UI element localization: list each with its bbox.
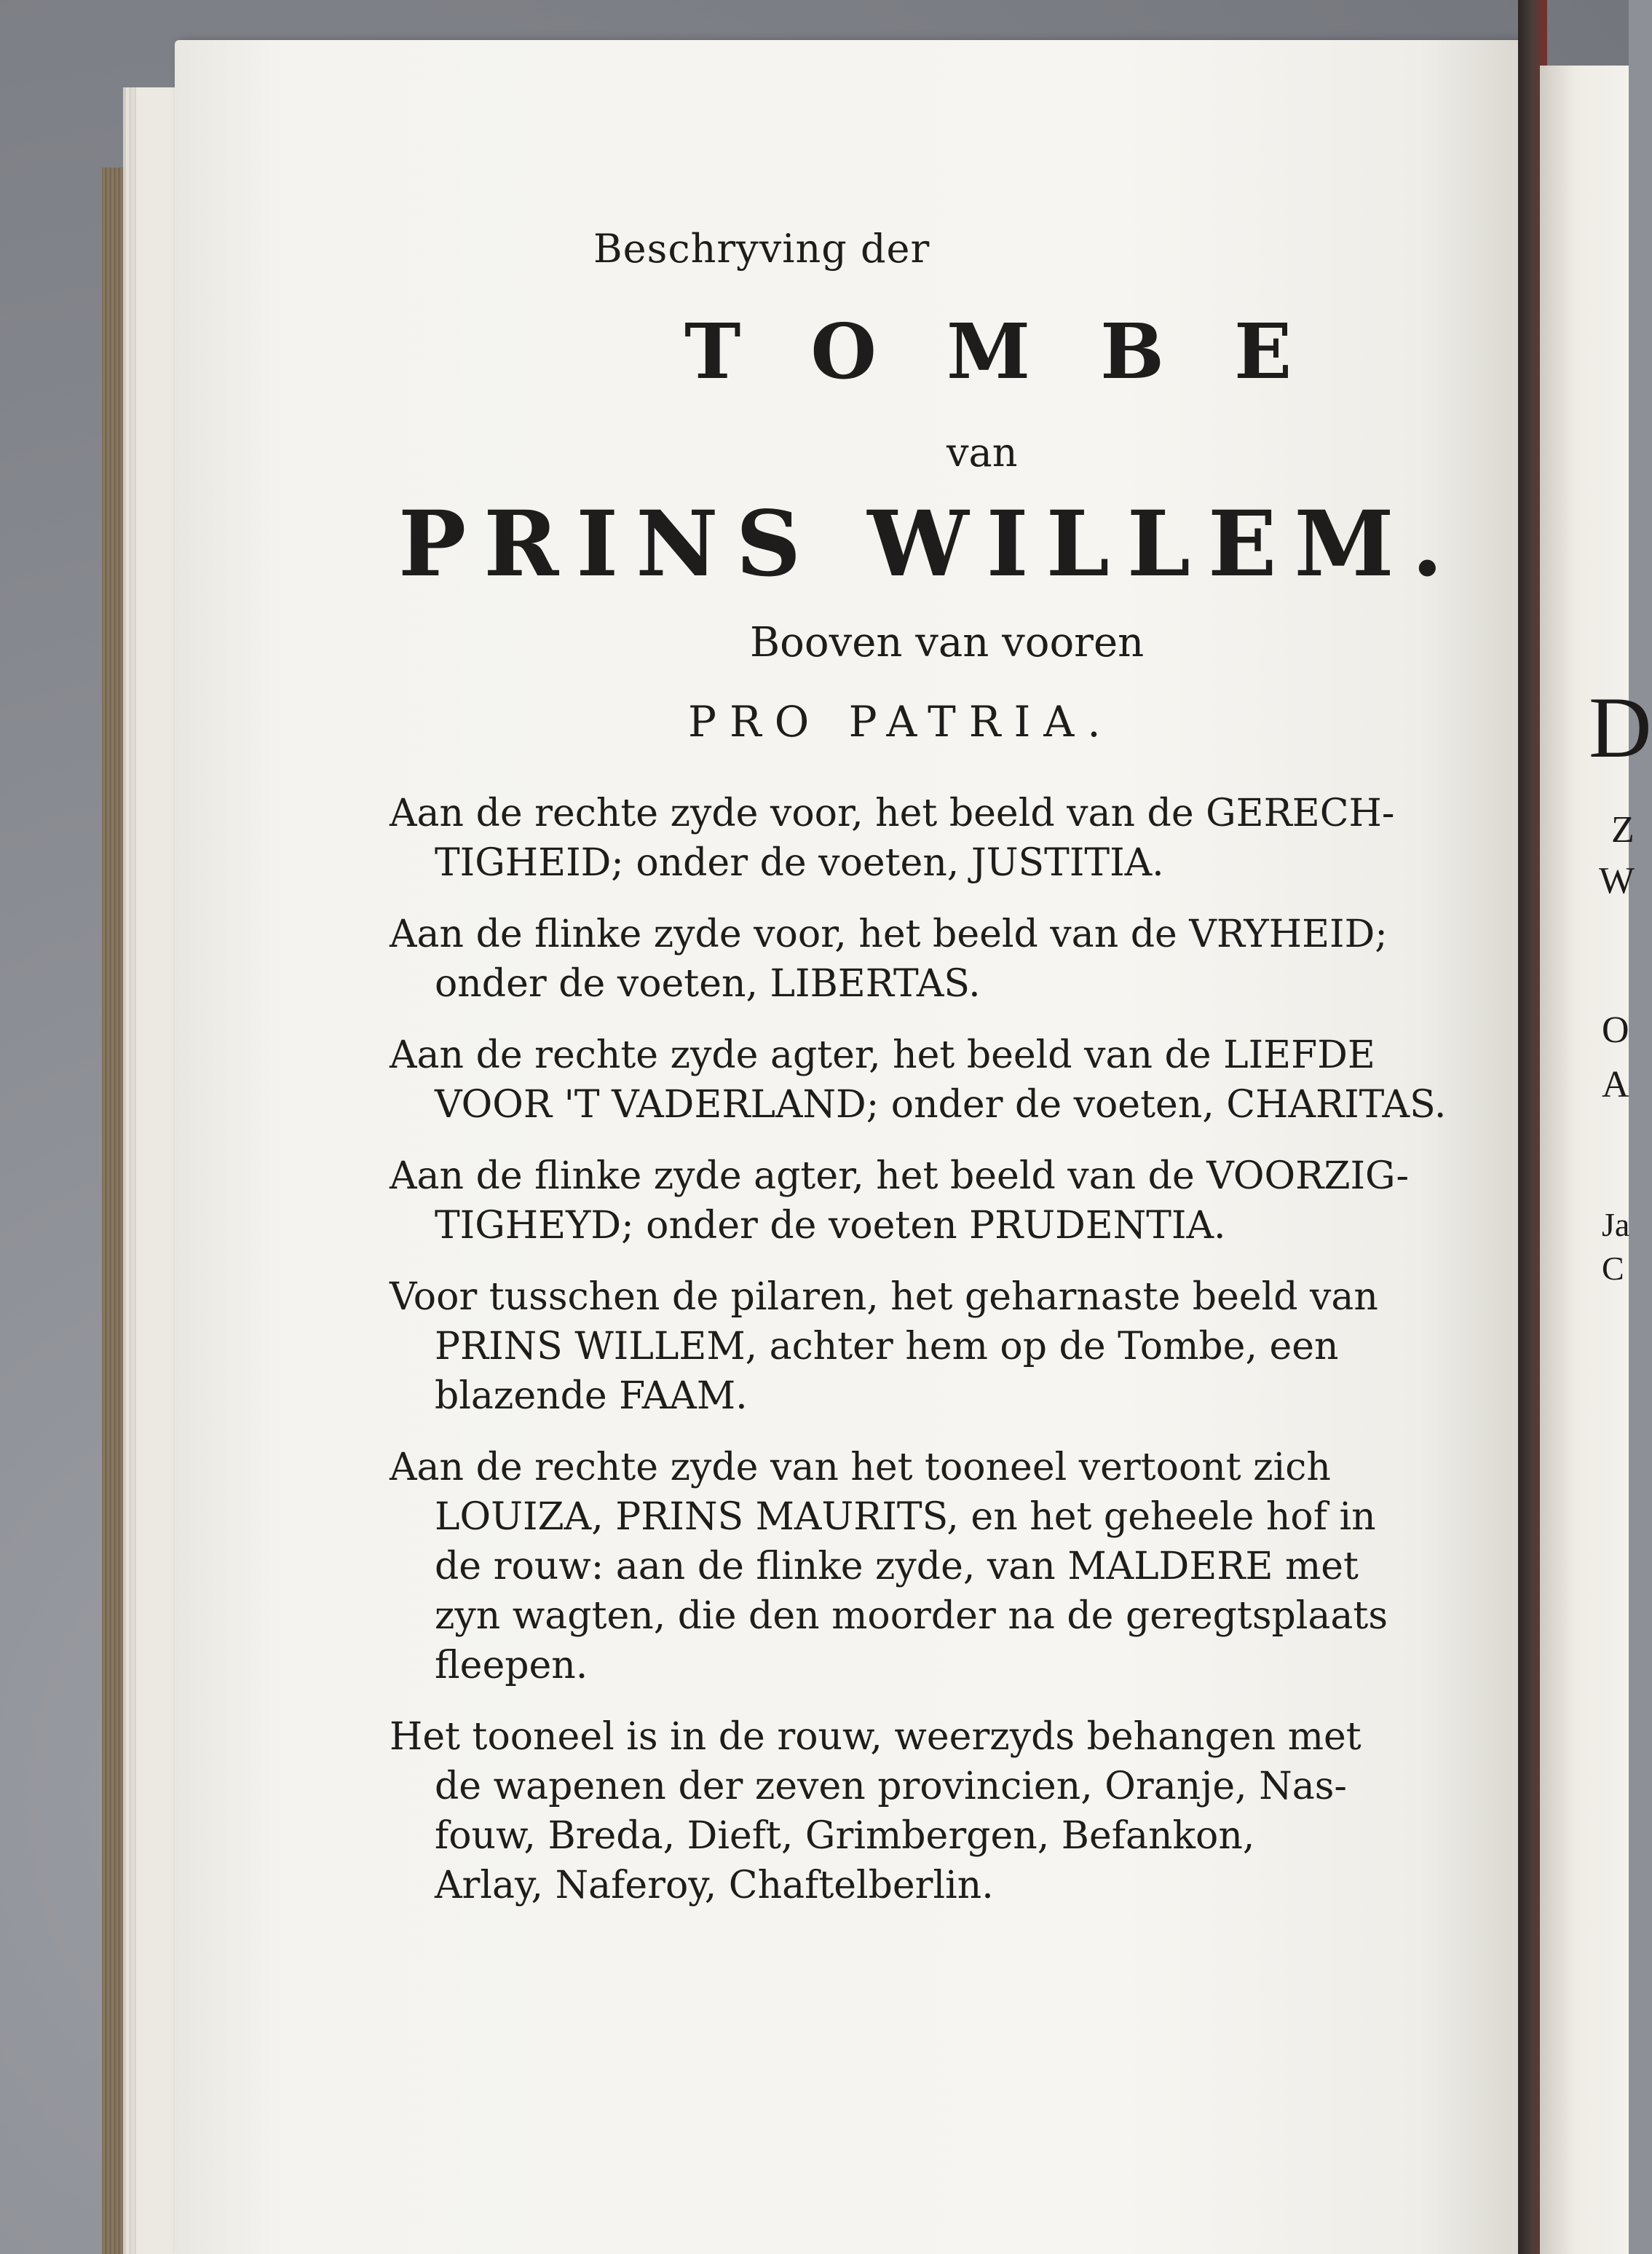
facing-page-fragment: D [1589,679,1652,776]
paragraph-line: fouw, Breda, Dieft, Grimbergen, Befankon, [435,1814,1255,1858]
paragraph [390,1151,1518,1250]
paragraph-line: Aan de flinke zyde voor, het beeld van de VRYHEID; [390,913,1388,956]
title-connector: van [946,430,1018,476]
title-prins-willem: PRINS WILLEM. [398,492,1461,597]
paragraph-line: de rouw: aan de flinke zyde, van MALDERE met [435,1545,1359,1588]
paragraph-line: Aan de flinke zyde agter, het beeld van de VOORZIG- [390,1154,1410,1198]
paragraph [390,1443,1518,1690]
paragraph-line: de wapenen der zeven provincien, Oranje, Nas- [435,1765,1347,1808]
paragraph [390,1031,1518,1130]
paragraph-line: PRINS WILLEM, achter hem op de Tombe, een [435,1325,1339,1368]
facing-page-fragment: Z [1611,809,1635,851]
paragraph-line: TIGHEID; onder de voeten, JUSTITIA. [435,841,1164,885]
paragraph-line: VOOR 'T VADERLAND; onder de voeten, CHARITAS. [435,1083,1447,1127]
paragraph-line: Voor tusschen de pilaren, het geharnaste beeld van [390,1275,1378,1319]
motto: PRO PATRIA. [688,697,1114,746]
paragraph-line: TIGHEYD; onder de voeten PRUDENTIA. [435,1204,1226,1248]
facing-page-fragment: W [1599,860,1635,902]
paragraph-line: Aan de rechte zyde van het tooneel vertoont zich [390,1446,1331,1489]
paragraph-line: onder de voeten, LIBERTAS. [435,962,981,1006]
facing-page [1540,66,1629,2254]
title-tombe: TOMBE [684,307,1362,396]
page-text [390,218,1518,1910]
paragraph [390,789,1518,888]
paragraph-line: LOUIZA, PRINS MAURITS, en het geheele hof in [435,1495,1376,1539]
section-heading: Booven van vooren [750,619,1145,666]
paragraph-line: blazende FAAM. [435,1374,748,1418]
paragraph [390,910,1518,1009]
paragraph [390,1272,1518,1421]
paragraph-line: zyn wagten, die den moorder na de geregtsplaats [435,1594,1388,1638]
subtitle: Beschryving der [593,226,930,272]
facing-page-fragment: A [1602,1064,1629,1106]
facing-page-fragment: O [1602,1009,1629,1051]
facing-page-fragment: Ja [1602,1206,1630,1243]
paragraph-line: Aan de rechte zyde agter, het beeld van de LIEFDE [390,1033,1375,1077]
paragraph-line: Het tooneel is in de rouw, weerzyds behangen met [390,1715,1361,1759]
facing-page-fragment: C [1602,1250,1624,1287]
paragraph-line: fleepen. [435,1644,588,1687]
paragraph-line: Arlay, Naferoy, Chaftelberlin. [435,1864,994,1907]
paragraph-line: Aan de rechte zyde voor, het beeld van de GERECH- [390,792,1395,835]
paragraph [390,1712,1518,1910]
